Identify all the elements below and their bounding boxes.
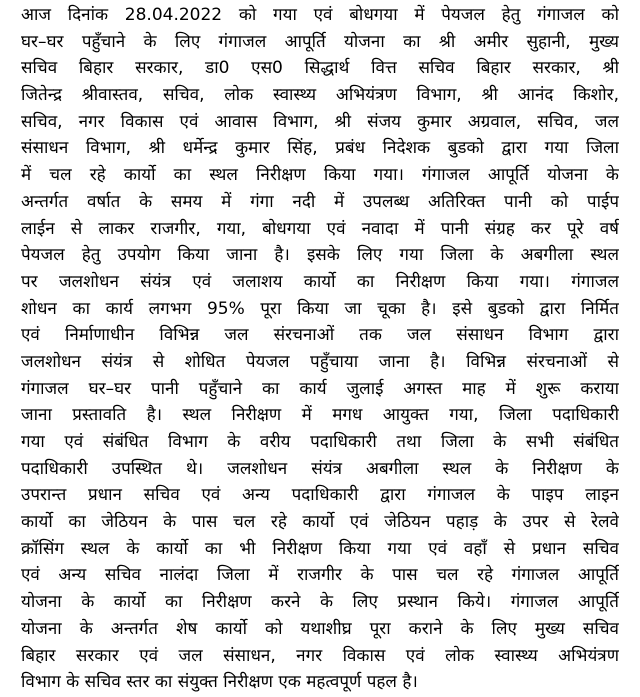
paragraph-line: गंगाजल घर–घर पानी पहुँचाने का कार्य जुलाई अगस्त माह में शुरू कराया — [21, 378, 619, 399]
paragraph-line: पेयजल हेतु उपयोग किया जाना है। इसके लिए गया जिला के अबगीला स्थल — [21, 245, 619, 266]
paragraph-line: में चल रहे कार्यो का स्थल निरीक्षण किया गया। गंगाजल आपूर्ति योजना के — [21, 165, 619, 186]
paragraph-line: एवं अन्य सचिव नालंदा जिला में राजगीर के पास चल रहे गंगाजल आपूर्ति — [21, 565, 619, 586]
paragraph-line: शोधन का कार्य लगभग 95% पूरा किया जा चूका है। इसे बुडको द्वारा निर्मित — [21, 298, 619, 319]
paragraph-line: विभाग के सचिव स्तर का संयुक्त निरीक्षण एक महत्वपूर्ण पहल है। — [21, 672, 418, 693]
paragraph-line: कार्यो का जेठियन के पास चल रहे कार्यो एवं जेठियन पहाड़ के उपर से रेलवे — [21, 512, 619, 533]
paragraph-line: बिहार सरकार एवं जल संसाधन, नगर विकास एवं लोक स्वास्थ्य अभियंत्रण — [21, 645, 619, 666]
paragraph-line: एवं निर्माणाधीन विभिन्न जल संरचनाओं तक जल संसाधन विभाग द्वारा — [21, 325, 619, 346]
paragraph-line: सचिव, नगर विकास एवं आवास विभाग, श्री संजय कुमार अग्रवाल, सचिव, जल — [21, 111, 619, 132]
paragraph-line: जाना प्रस्तावति है। स्थल निरीक्षण में मगध आयुक्त गया, जिला पदाधिकारी — [21, 405, 619, 426]
paragraph-line: घर–घर पहुँचाने के लिए गंगाजल आपूर्ति योजना का श्री अमीर सुहानी, मुख्य — [21, 31, 619, 52]
paragraph-line: सचिव बिहार सरकार, डा0 एस0 सिद्धार्थ वित्त सचिव बिहार सरकार, श्री — [21, 58, 619, 79]
paragraph — [21, 2, 619, 696]
paragraph-line: क्रॉसिंग स्थल के कार्यो का भी निरीक्षण किया गया एवं वहाँ से प्रधान सचिव — [21, 538, 619, 559]
paragraph-line: गया एवं संबंधित विभाग के वरीय पदाधिकारी तथा जिला के सभी संबंधित — [21, 432, 619, 452]
paragraph-line: जलशोधन संयंत्र से शोधित पेयजल पहुँचाया जाना है। विभिन्न संरचनाओं से — [21, 351, 619, 372]
paragraph-line: योजना के अन्तर्गत शेष कार्यो को यथाशीघ्र पूरा कराने के लिए मुख्य सचिव — [21, 618, 619, 639]
paragraph-line: पदाधिकारी उपस्थित थे। जलशोधन संयंत्र अबगीला स्थल के निरीक्षण के — [21, 458, 619, 479]
paragraph-line: आज दिनांक 28.04.2022 को गया एवं बोधगया में पेयजल हेतु गंगाजल को — [21, 5, 619, 25]
paragraph-line: जितेन्द्र श्रीवास्तव, सचिव, लोक स्वास्थ्य अभियंत्रण विभाग, श्री आनंद किशोर, — [21, 85, 619, 106]
paragraph-line: योजना के कार्यो का निरीक्षण करने के लिए प्रस्थान किये। गंगाजल आपूर्ति — [21, 592, 619, 613]
paragraph-line: अन्तर्गत वर्षात के समय में गंगा नदी में उपलब्ध अतिरिक्त पानी को पाईप — [21, 191, 619, 212]
paragraph-line: पर जलशोधन संयंत्र एवं जलाशय कार्यो का निरीक्षण किया गया। गंगाजल — [21, 271, 619, 292]
paragraph-line: उपरान्त प्रधान सचिव एवं अन्य पदाधिकारी द्वारा गंगाजल के पाइप लाइन — [21, 485, 619, 506]
paragraph-line: संसाधन विभाग, श्री धर्मेन्द्र कुमार सिंह, प्रबंध निदेशक बुडको द्वारा गया जिला — [21, 138, 619, 159]
paragraph-line: लाईन से लाकर राजगीर, गया, बोधगया एवं नवादा में पानी संग्रह कर पूरे वर्ष — [21, 218, 619, 239]
